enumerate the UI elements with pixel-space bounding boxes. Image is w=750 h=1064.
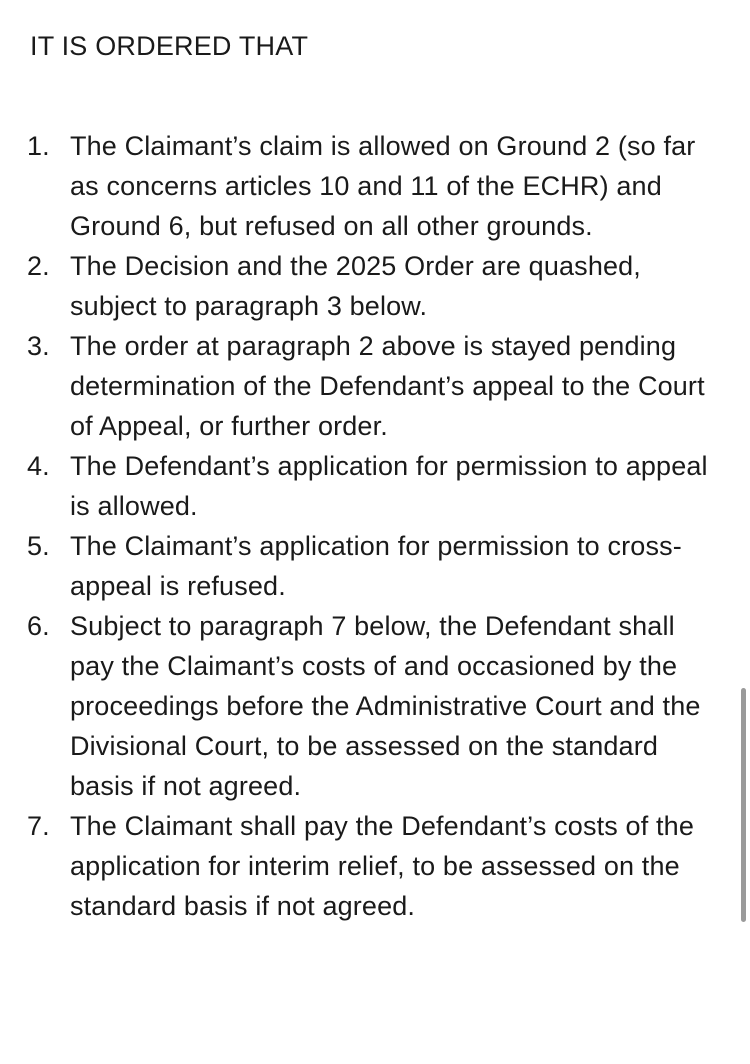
order-item [0, 526, 720, 606]
order-item-number: 7. [27, 811, 50, 841]
order-item-number: 4. [27, 451, 50, 481]
order-item-text: The Decision and the 2025 Order are quashed, subject to paragraph 3 below. [70, 251, 641, 321]
order-item-number: 6. [27, 611, 50, 641]
order-item [0, 606, 720, 806]
order-item-number: 2. [27, 251, 50, 281]
order-item [0, 326, 720, 446]
order-item-number: 1. [27, 131, 50, 161]
order-list [0, 126, 720, 926]
order-item-text: The order at paragraph 2 above is stayed pending determination of the Defendant’s appeal to the Court of Appeal, or further order. [70, 331, 705, 441]
order-item-text: The Claimant’s application for permission to cross-appeal is refused. [70, 531, 682, 601]
order-item [0, 126, 720, 246]
order-item-text: Subject to paragraph 7 below, the Defendant shall pay the Claimant’s costs of and occasioned by the proceedings before the Administrative Court and the Divisional Court, to be assessed on the standard basis if not agreed. [70, 611, 701, 801]
order-item [0, 446, 720, 526]
order-item [0, 806, 720, 926]
vertical-scrollbar[interactable] [741, 688, 746, 922]
order-item-text: The Claimant shall pay the Defendant’s costs of the application for interim relief, to be assessed on the standard basis if not agreed. [70, 811, 694, 921]
order-item-number: 5. [27, 531, 50, 561]
order-item-text: The Claimant’s claim is allowed on Ground 2 (so far as concerns articles 10 and 11 of the ECHR) and Ground 6, but refused on all other grounds. [70, 131, 696, 241]
order-item-text: The Defendant’s application for permission to appeal is allowed. [70, 451, 708, 521]
order-item [0, 246, 720, 326]
order-heading: IT IS ORDERED THAT [30, 31, 309, 61]
order-item-number: 3. [27, 331, 50, 361]
